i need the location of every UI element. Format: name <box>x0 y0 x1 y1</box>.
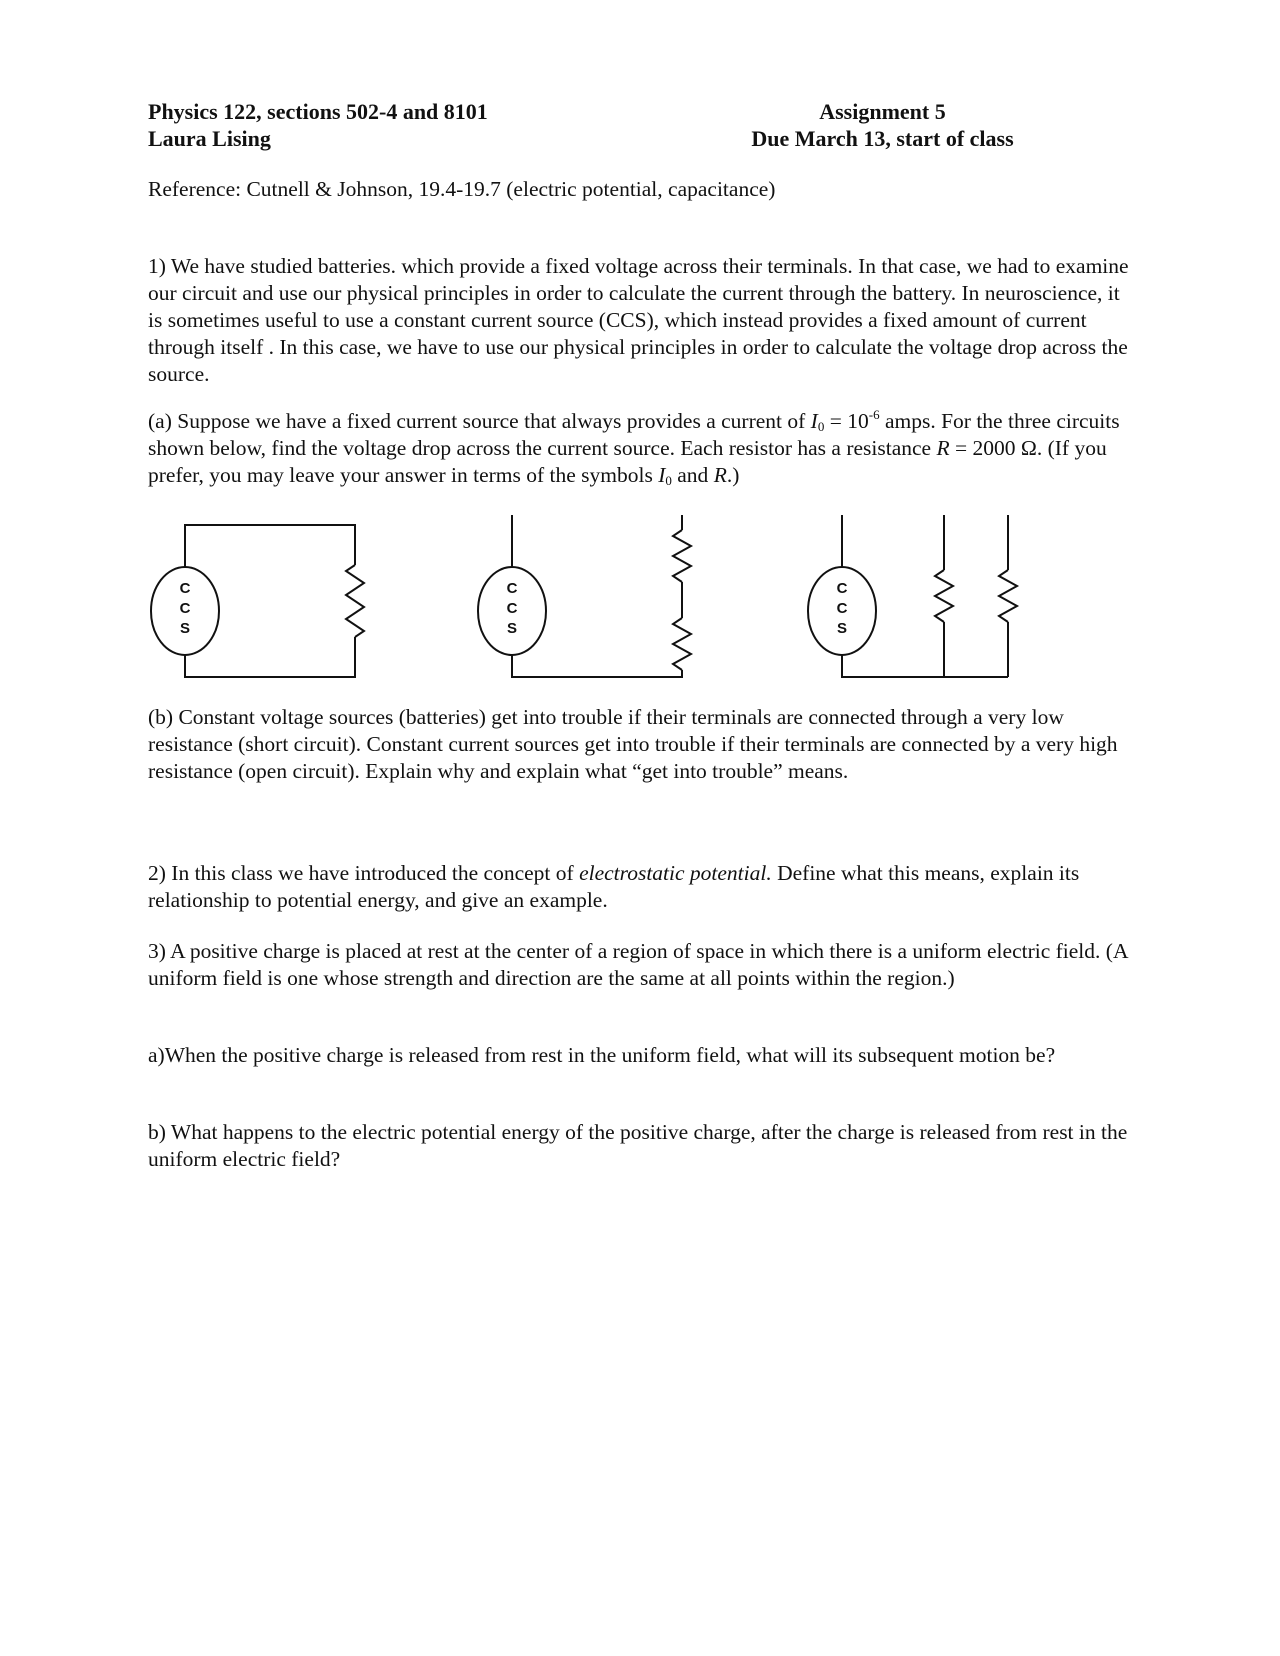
header-right <box>700 98 1065 152</box>
resistor-3a <box>935 570 953 622</box>
ccs-2-letter-s: S <box>506 620 518 637</box>
ccs-2-letter-c1: C <box>506 580 518 597</box>
circuit-1 <box>151 525 364 677</box>
resistor-2a <box>673 530 691 582</box>
question-1b: (b) Constant voltage sources (batteries) get into trouble if their terminals are connected through a very low resistance (short circuit). Constant current sources get into trouble if their terminals are connected by a very high resistance (open circuit). Explain why and explain what “get into trouble” means. <box>148 705 1118 783</box>
question-3a: a)When the positive charge is released from rest in the uniform field, what will its subsequent motion be? <box>148 1043 1056 1067</box>
ccs-1-letter-c1: C <box>179 580 191 597</box>
question-3b: b) What happens to the electric potential energy of the positive charge, after the charge is released from rest in the uniform electric field? <box>148 1120 1128 1171</box>
resistor-3b <box>999 570 1017 622</box>
due-date: Due March 13, start of class <box>751 126 1014 151</box>
circuit-2-top-wire <box>512 515 682 570</box>
instructor-name: Laura Lising <box>148 126 271 151</box>
ccs-3-letter-c2: C <box>836 600 848 617</box>
circuit-1-top-wire <box>185 525 355 570</box>
question-1a: (a) Suppose we have a fixed current source that always provides a current of $I_0 = 10^{-6}$ amps. For the three circuits shown below, find the voltage drop across the current source. Each resistor has a resistance R = 2000 Ω. (If you prefer, you may leave your answer in terms of the symbols $I_0$ and R.) <box>148 407 1120 488</box>
resistor-1 <box>346 565 364 637</box>
assignment-title: Assignment 5 <box>819 99 946 124</box>
header-left <box>148 98 488 152</box>
circuit-3 <box>808 515 1017 677</box>
question-2: 2) In this class we have introduced the concept of electrostatic potential. Define what this means, explain its relationship to potential energy, and give an example. <box>148 861 1080 912</box>
ccs-3-letter-s: S <box>836 620 848 637</box>
ccs-2-letter-c2: C <box>506 600 518 617</box>
circuit-2 <box>478 515 691 677</box>
circuit-3-bottom-wire <box>842 653 1008 677</box>
resistor-2b <box>673 618 691 670</box>
question-1-intro: 1) We have studied batteries. which provide a fixed voltage across their terminals. In that case, we had to examine our circuit and use our physical principles in order to calculate the current through the battery. In neuroscience, it is sometimes useful to use a constant current source (CCS), which instead provides a fixed amount of current through itself . In this case, we have to use our physical principles in order to calculate the voltage drop across the source. <box>148 254 1129 386</box>
ccs-1-letter-s: S <box>179 620 191 637</box>
ccs-3-letter-c1: C <box>836 580 848 597</box>
question-3-intro: 3) A positive charge is placed at rest at the center of a region of space in which there is a uniform electric field. (A uniform field is one whose strength and direction are the same at all points within the region.) <box>148 939 1128 990</box>
ccs-1-letter-c2: C <box>179 600 191 617</box>
reference-line: Reference: Cutnell & Johnson, 19.4-19.7 (electric potential, capacitance) <box>148 177 776 201</box>
circuit-diagrams <box>140 515 1060 725</box>
course-title: Physics 122, sections 502-4 and 8101 <box>148 99 488 124</box>
circuit-3-top-wire <box>842 515 1008 570</box>
circuit-1-bottom-wire <box>185 637 355 677</box>
circuit-2-bottom-wire <box>512 653 682 677</box>
